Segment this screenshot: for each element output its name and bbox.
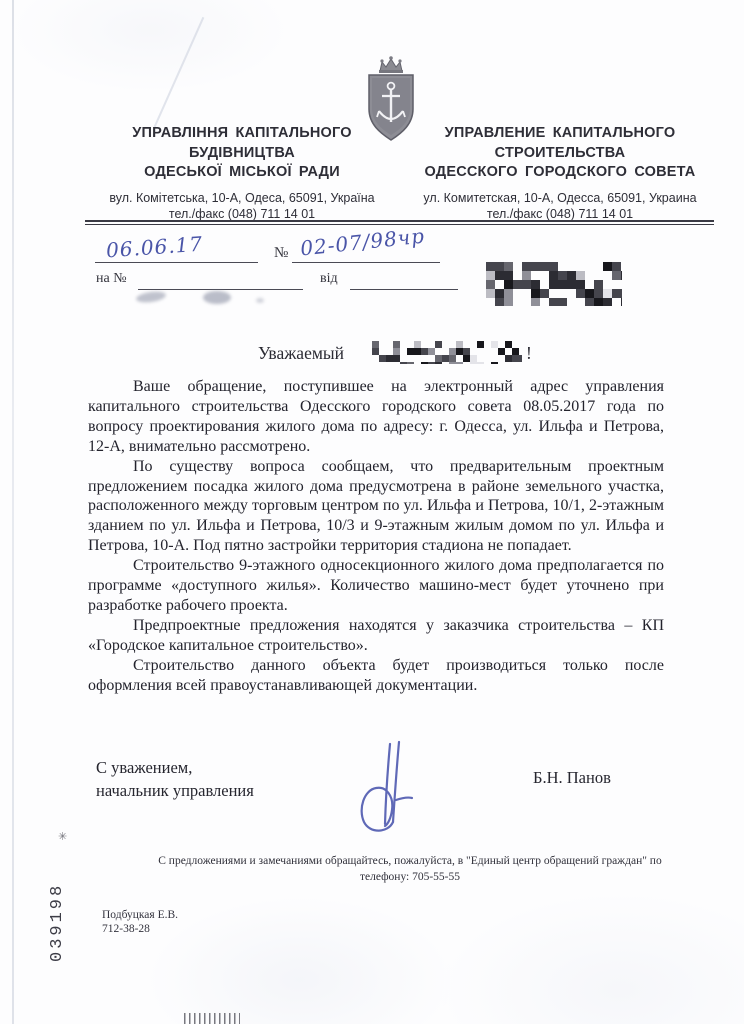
- paragraph: По существу вопроса сообщаем, что предварительным проектным предложением посадка жилого дома предусмотрена в районе земельного участка, расположенного между торговым центром по ул. Ильфа и Петрова, 10/1, 2-этажным зданием по ул. Ильфа и Петрова, 10/3 и 9-этажным жилым домом по ул. Ильфа и Петрова, 10-А. Под пятно застройки территория стадиона не попадает.: [88, 457, 664, 555]
- org-title-uk: УПРАВЛІННЯ КАПІТАЛЬНОГО БУДІВНИЦТВА ОДЕСЬКОЇ МІСЬКОЇ РАДИ: [132, 125, 352, 180]
- number-label: №: [274, 245, 289, 261]
- stamp-flower-mark: ✳: [58, 831, 68, 843]
- redacted-addressee-name: [372, 341, 522, 364]
- scan-scratch-artifact: [154, 17, 204, 127]
- from-underline: [350, 289, 458, 290]
- redacted-address-block: [486, 262, 622, 306]
- letterhead-divider: [85, 220, 714, 225]
- letterhead-ukrainian: [82, 124, 402, 223]
- org-address-uk: вул. Комітетська, 10-А, Одеса, 65091, Україна тел./факс (048) 711 14 01: [109, 190, 375, 221]
- stamp-smudge: [203, 291, 231, 304]
- vertical-document-number: 039198: [48, 882, 67, 962]
- scan-cutoff-artifact: [184, 1013, 240, 1024]
- signature-closing: С уважением, начальник управления: [96, 758, 254, 800]
- reply-underline: [138, 289, 303, 290]
- handwritten-date: 06.06.17: [105, 231, 204, 263]
- handwritten-signature: [352, 738, 430, 834]
- salutation-text: Уважаемый: [258, 343, 345, 363]
- executor-block: [102, 909, 178, 936]
- org-address-ru: ул. Комитетская, 10-А, Одесса, 65091, Украина тел./факс (048) 711 14 01: [423, 190, 697, 221]
- paragraph: Предпроектные предложения находятся у заказчика строительства – КП «Городское капитальное строительство».: [88, 616, 664, 654]
- paragraph: Строительство 9-этажного односекционного жилого дома предполагается по программе «доступного жилья». Количество машино-мест будет уточнено при разработке рабочего проекта.: [88, 557, 664, 614]
- footer-contact-note: С предложениями и замечаниями обращайтесь, пожалуйста, в "Единый центр обращений граждан" по телефону: 705-55-55: [158, 855, 662, 883]
- stamp-smudge: [135, 290, 166, 304]
- paragraph: Строительство данного объекта будет производиться только после оформления всей правоустанавливающей документации.: [88, 656, 664, 694]
- date-underline: [95, 262, 258, 263]
- scan-edge-artifact: [12, 0, 14, 1024]
- executor-name: Подбуцкая Е.В.: [102, 909, 179, 921]
- signatory-name: Б.Н. Панов: [533, 768, 611, 787]
- reply-to-label: на №: [96, 271, 127, 286]
- handwritten-number: 02-07/98чр: [299, 223, 427, 261]
- letterhead-russian: [402, 124, 718, 223]
- executor-phone: 712-38-28: [102, 922, 150, 935]
- from-label: від: [320, 271, 338, 286]
- paragraph: Ваше обращение, поступившее на электронный адрес управления капитального строительства Одесского городского совета 08.05.2017 года по вопросу проектирования жилого дома по адресу: г. Одесса, ул. Ильфа и Петрова, 12-А, внимательно рассмотрено.: [88, 378, 664, 455]
- org-title-ru: УПРАВЛЕНИЕ КАПИТАЛЬНОГО СТРОИТЕЛЬСТВА ОДЕССКОГО ГОРОДСКОГО СОВЕТА: [424, 125, 696, 180]
- number-underline: [292, 262, 440, 263]
- stamp-smudge: [256, 298, 264, 303]
- letter-body: [88, 377, 664, 696]
- greeting-exclamation: !: [526, 343, 532, 363]
- greeting-line: [258, 343, 532, 364]
